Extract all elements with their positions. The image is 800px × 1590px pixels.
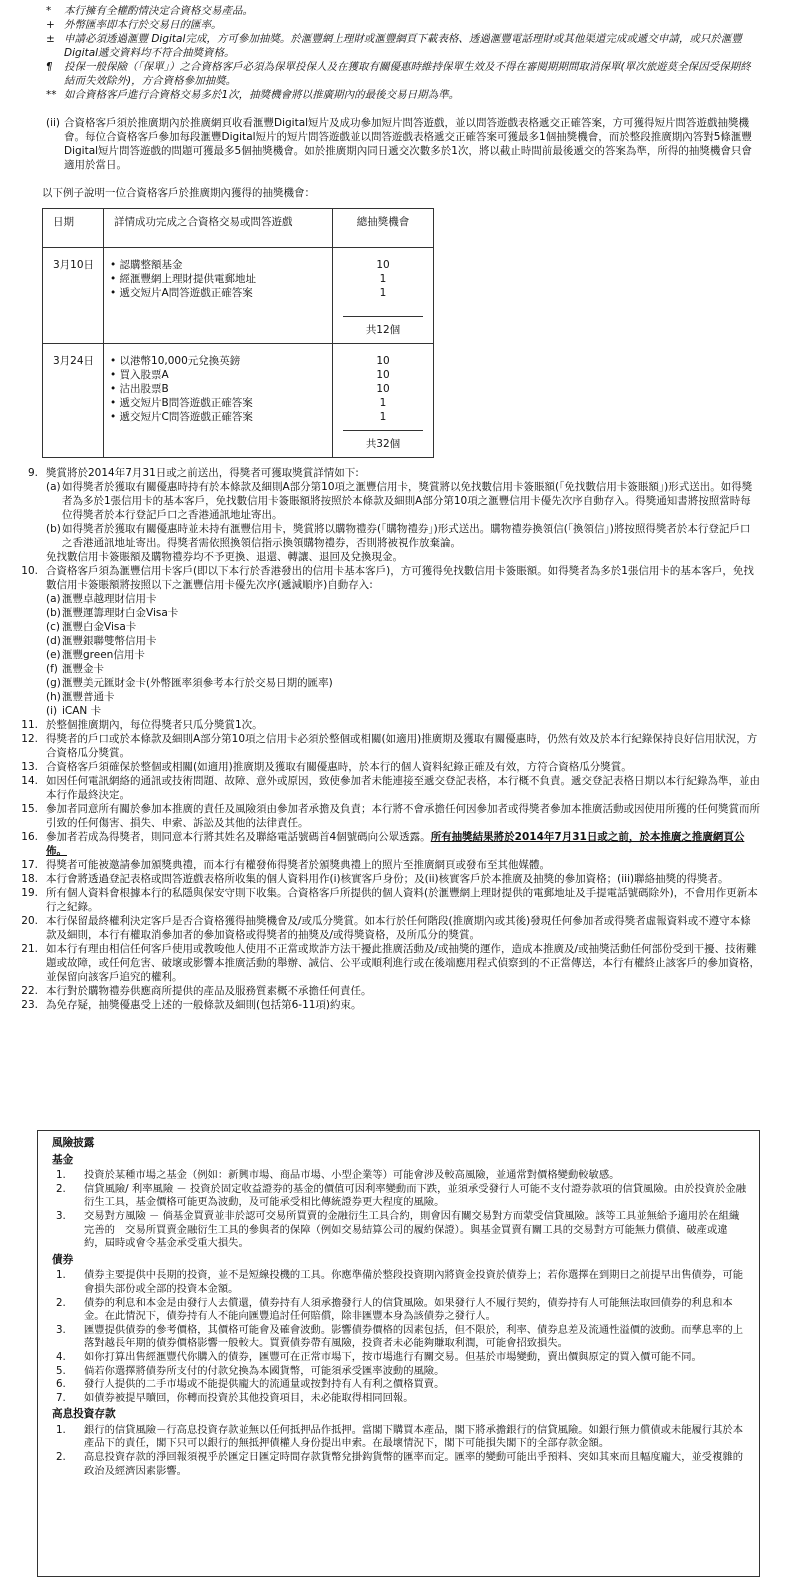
count-value: 1: [379, 287, 387, 299]
row-counts: [333, 248, 433, 343]
count-value: 1: [379, 397, 387, 409]
list-item: • 遞交短片A問答遊戲正確答案: [110, 287, 253, 299]
risk-item: 1. 投資於某種市場之基金（例如：新興市場、商品市場、小型企業等）可能會涉及較高風險，並通常對價格變動較敏感。: [56, 1169, 620, 1182]
term-item: 15. 參加者同意所有關於參加本推廣的責任及風險須由參加者承擔及負責；本行將不會承擔任何因參加者或得獎者參加本推廣活動或因使用所獲的任何獎賞而所引致的任何傷害、損失、申索、訴訟及其他的法律責任。: [21, 803, 760, 829]
term-item: 9. 獎賞將於2014年7月31日或之前送出，得獎者可獲取獎賞詳情如下: (a) 如得獎者於獲取有關優惠時持有於本條款及細則A部分第10項之滙豐信用卡，獎賞將以免找數信用卡簽賬額(「免找數信用卡簽賬額」)形式送出。如得獎者為多於1張信用卡的基本客戶，免找數信用卡簽賬額將按照於本條款及細則A部分第10項之滙豐信用卡優先次序自動存入。得獎通知書將按照當時每位得獎者於本行登記戶口之香港通訊地址寄出。 (b) 如得獎者於獲取有關優惠時並未持有滙豐信用卡，獎賞將以購物禮券(「購物禮券」)形式送出。購物禮券換領信(「換領信」)將按照得獎者於本行登記戶口之香港通訊地址寄出。得獎者需依照換領信指示換領購物禮券，否則將被視作放棄論。 免找數信用卡簽賬額及購物禮券均不予更換、退還、轉讓、退回及兌換現金。: [0, 466, 800, 564]
risk-section-funds: [52, 1154, 747, 1251]
row-items: [104, 248, 332, 306]
sub-item: (i) iCAN 卡: [46, 705, 102, 717]
row-counts: [333, 344, 433, 457]
list-item: • 以港幣10,000元兌換英鎊: [110, 355, 241, 367]
term-item: 22. 本行對於購物禮券供應商所提供的產品及服務質素概不承擔任何責任。: [21, 985, 372, 997]
section-heading: 高息投資存款: [52, 1408, 116, 1421]
footnote: ¶ 投保一般保險（「保單」）之合資格客戶必須為保單投保人及在獲取有關優惠時維持保單生效及不得在審閱期期間取消保單(單次旅遊莫全保因受保期終結而失效除外)，方合資格參加抽獎。: [46, 61, 751, 87]
row-date: 3月24日: [53, 355, 95, 367]
sub-item: (a) 如得獎者於獲取有關優惠時持有於本條款及細則A部分第10項之滙豐信用卡，獎賞將以免找數信用卡簽賬額(「免找數信用卡簽賬額」)形式送出。如得獎者為多於1張信用卡的基本客戶，免找數信用卡簽賬額將按照於本條款及細則A部分第10項之滙豐信用卡優先次序自動存入。得獎通知書將按照當時每位得獎者於本行登記戶口之香港通訊地址寄出。: [46, 481, 753, 521]
term-item: 23. 為免存疑，抽獎優惠受上述的一般條款及細則(包括第6-11項)約束。: [21, 999, 362, 1011]
terms-list: [0, 466, 800, 1012]
row-date: 3月10日: [53, 259, 95, 271]
risk-item: 1. 銀行的信貸風險－行高息投資存款並無以任何抵押品作抵押。當閣下購買本產品，閣下將承擔銀行的信貸風險。如銀行無力償債或未能履行其於本產品下的責任，閣下只可以銀行的無抵押債權人身份提出申索。在最壞情況下，閣下可能損失閣下的全部存款金額。: [56, 1423, 743, 1450]
footnote: ± 申請必須透過滙豐 Digital完成，方可參加抽獎。於滙豐網上理財或滙豐網頁下載表格、透過滙豐電話理財或其他渠道完成或遞交申請，或只於滙豐Digital遞交資料均不符合抽獎資格。: [46, 33, 742, 59]
sub-item: (b) 滙豐運籌理財白金Visa卡: [46, 607, 179, 619]
row-total: 共32個: [343, 430, 423, 451]
risk-title: 風險披露: [52, 1137, 95, 1149]
row-total: 共12個: [343, 316, 423, 337]
clause-ii: (ii) 合資格客戶須於推廣期內於推廣網頁收看滙豐Digital短片及成功參加短片問答遊戲，並以問答遊戲表格遞交正確答案，方可獲得短片問答遊戲抽獎機會。每位合資格客戶參加每段滙豐Digital短片的短片問答遊戲並以問答遊戲表格遞交正確答案可獲最多1個抽獎機會，而於整段推廣期內答對5條滙豐Digital短片問答遊戲的問題可獲最多5個抽獎機會。如於推廣期內同日遞交次數多於1次，將以截止時間前最後遞交的答案為準，所得的抽獎機會只會適用於當日。: [46, 117, 752, 171]
example-intro: 以下例子說明一位合資格客戶於推廣期內獲得的抽獎機會：: [42, 187, 315, 199]
risk-section-bonds: [52, 1254, 747, 1406]
results-announcement: 所有抽獎結果將於2014年7月31日或之前，於本推廣之推廣網頁公佈。: [46, 831, 745, 857]
column-header-details: 詳情成功完成之合資格交易或問答遊戲: [114, 216, 293, 228]
term-item: 13. 合資格客戶須確保於整個或相關(如適用)推廣期及獲取有關優惠時，於本行的個人資料紀錄正確及有效，方符合資格瓜分獎賞。: [21, 761, 632, 773]
section-heading: 基金: [52, 1153, 74, 1166]
table-row: [43, 248, 434, 344]
list-item: • 遞交短片B問答遊戲正確答案: [110, 397, 253, 409]
table-row: [43, 344, 434, 458]
list-item: • 買入股票A: [110, 369, 169, 381]
risk-item: 2. 高息投資存款的淨回報須視乎於匯定日匯定時間存款貨幣兌掛鈎貨幣的匯率而定。匯率的變動可能出乎預料、突如其來而且幅度龐大，並受複雜的政治及經濟因素影響。: [56, 1451, 743, 1477]
footnote: ** 如合資格客戶進行合資格交易多於1次，抽獎機會將以推廣期內的最後交易日期為準。: [46, 89, 460, 101]
count-value: 10: [376, 259, 390, 271]
risk-item: 2. 債券的利息和本金是由發行人去償還，債券持有人須承擔發行人的信貸風險。如果發行人不履行契約，債券持有人可能無法取回債券的利息和本金。在此情況下，債券持有人不能向匯豐追討任何賠償，除非匯豐本身為該債券之發行人。: [56, 1296, 733, 1323]
term-item: 18. 本行會將透過登記表格或問答遊戲表格所收集的個人資料用作(i)核實客戶身份；及(ii)核實客戶於本推廣及抽獎的參加資格；(iii)聯絡抽獎的得獎者。: [21, 873, 729, 885]
term-item: 11. 於整個推廣期內，每位得獎者只瓜分獎賞1次。: [21, 719, 263, 731]
count-value: 1: [379, 273, 387, 285]
column-header-total: 總抽獎機會: [356, 216, 410, 228]
footnote: + 外幣匯率即本行於交易日的匯率。: [46, 19, 222, 31]
count-value: 10: [376, 369, 390, 381]
term-item: 10. 合資格客戶須為滙豐信用卡客戶(即以下本行於香港發出的信用卡基本客戶)，方可獲得免找數信用卡簽賬額。如得獎者為多於1張信用卡的基本客戶，免找數信用卡簽賬額將按照以下之滙豐信用卡優先次序(遞減順序)自動存入: (a) 滙豐卓越理財信用卡 (b) 滙豐運籌理財白金Visa卡 (c) 滙豐白金Visa卡 (d) 滙豐銀聯雙幣信用卡 (e) 滙豐green信用卡 (f) 滙豐金卡 (g) 滙豐美元匯財金卡(外幣匯率須參考本行於交易日期的匯率) (h) 滙豐普通卡 (i) iCAN 卡: [0, 564, 800, 718]
risk-disclosure-box: [37, 1130, 760, 1577]
sub-item: (c) 滙豐白金Visa卡: [46, 621, 137, 633]
risk-section-deposits: [52, 1408, 747, 1478]
term-item: 17. 得獎者可能被邀請參加頒獎典禮，而本行有權發佈得獎者於頒獎典禮上的照片至推廣網頁或發布至其他媒體。: [21, 859, 550, 871]
sub-item: (f) 滙豐金卡: [46, 663, 104, 675]
footnote-list: [0, 4, 800, 102]
column-header-date: 日期: [53, 216, 74, 228]
footnote: * 本行擁有全權酌情決定合資格交易產品。: [46, 5, 253, 17]
term-item: 12. 得獎者的戶口或於本條款及細則A部分第10項之信用卡必須於整個或相關(如適用)推廣期及獲取有關優惠時，仍然有效及於本行紀錄保持良好信用狀況，方合資格瓜分獎賞。: [21, 733, 758, 759]
list-item: • 遞交短片C問答遊戲正確答案: [110, 411, 253, 423]
risk-item: 7. 如債券被提早贖回，你轉而投資於其他投資項目，未必能取得相同回報。: [56, 1391, 414, 1404]
sub-item: (a) 滙豐卓越理財信用卡: [46, 593, 157, 605]
sub-item: (e) 滙豐green信用卡: [46, 649, 145, 661]
risk-item: 2. 信貸風險/ 利率風險 － 投資於固定收益證券的基金的價值可因利率變動而下跌，並須承受發行人可能不支付證券款項的信貸風險。由於投資於金融衍生工具，基金價格可能更為波動，及可能承受相比傳統證券更大程度的風險。: [56, 1182, 746, 1209]
sub-item: (g) 滙豐美元匯財金卡(外幣匯率須參考本行於交易日期的匯率): [46, 677, 333, 689]
row-items: [104, 344, 332, 430]
term-item: 19. 所有個人資料會根據本行的私隱與保安守則下收集。合資格客戶所提供的個人資料(於滙豐網上理財提供的電郵地址及手提電話號碼除外)，不會用作更新本行之紀錄。: [21, 887, 758, 913]
count-value: 1: [379, 411, 387, 423]
list-item: • 經滙豐網上理財提供電郵地址: [110, 273, 257, 285]
risk-item: 4. 如你打算出售經滙豐代你購入的債券，匯豐可在正常市場下，按市場進行有關交易。但基於市場變動，賣出價與原定的買入價可能不同。: [56, 1350, 702, 1363]
sub-item: (d) 滙豐銀聯雙幣信用卡: [46, 635, 157, 647]
term-item: 20. 本行保留最終權利決定客戶是否合資格獲得抽獎機會及/或瓜分獎賞。如本行於任何階段(推廣期內或其後)發現任何參加者或得獎者虛報資料或不遵守本條款及細則，本行有權取消參加者的參加資格或得獎者的抽獎及/或得獎資格，及所瓜分的獎賞。: [21, 915, 751, 941]
sub-item: (h) 滙豐普通卡: [46, 691, 115, 703]
risk-item: 3. 交易對方風險 － 倘基金買賣並非於認可交易所買賣的金融衍生工具合約，則會因有關交易對方而蒙受信貸風險。該等工具並無給予適用於在組織完善的 交易所買賣金融衍生工具的參與者的保障（例如交易結算公司的履約保證）。與基金買賣有關工具的交易對方可能無力償債、破產或違約，屆時或會令基金承受重大損失。: [56, 1209, 740, 1250]
sub-item: (b) 如得獎者於獲取有關優惠時並未持有滙豐信用卡，獎賞將以購物禮券(「購物禮券」)形式送出。購物禮券換領信(「換領信」)將按照得獎者於本行登記戶口之香港通訊地址寄出。得獎者需依照換領信指示換領購物禮券，否則將被視作放棄論。: [46, 523, 751, 549]
risk-item: 1. 債券主要提供中長期的投資，並不是短線投機的工具。你應準備於整段投資期內將資金投資於債券上；若你選擇在到期日之前提早出售債券，可能會損失部份或全部的投資本金額。: [56, 1269, 743, 1295]
term-item: 14. 如因任何電訊網絡的通訊或技術問題、故障、意外或原因，致使參加者未能連接至遞交登記表格，本行概不負責。遞交登記表格日期以本行紀錄為準，並由本行作最終決定。: [21, 775, 760, 801]
term-item: 21. 如本行有理由相信任何客戶使用或教唆他人使用不正當或欺詐方法干擾此推廣活動及/或抽獎的運作，造成本推廣及/或抽獎活動任何部份受到干擾、技術難題或故障，或任何危害、破壞或影響本推廣活動的舉辦、誠信、公平或順利進行或在後端應用程式偵察到的不正當傳送，本行有權終止該客戶的參加資格，並保留向該客戶追究的權利。: [21, 943, 760, 983]
list-item: • 認購整額基金: [110, 259, 183, 271]
risk-item: 5. 倘若你選擇將債券所支付的付款兌換為本國貨幣，可能須承受匯率波動的風險。: [56, 1364, 445, 1377]
risk-item: 3. 匯豐提供債券的參考價格，其價格可能會及確會波動。影響債券價格的因素包括，但不限於，利率、債券息差及流通性溢價的波動。而孳息率的上落對越長年期的債券價格影響一般較大。買賣債券帶有風險，投資者未必能夠賺取利潤，可能會招致損失。: [56, 1323, 743, 1350]
count-value: 10: [376, 383, 390, 395]
term-item: 16. 參加者若成為得獎者，則同意本行將其姓名及聯絡電話號碼首4個號碼向公眾透露。所有抽獎結果將於2014年7月31日或之前，於本推廣之推廣網頁公佈。: [21, 831, 745, 857]
section-heading: 債券: [52, 1253, 74, 1266]
example-table: [42, 208, 434, 458]
risk-item: 6. 發行人提供的二手市場或不能提供龐大的流通量或按對持有人有利之價格買賣。: [56, 1378, 445, 1391]
table-header-row: [43, 209, 434, 248]
count-value: 10: [376, 355, 390, 367]
list-item: • 沽出股票B: [110, 383, 169, 395]
